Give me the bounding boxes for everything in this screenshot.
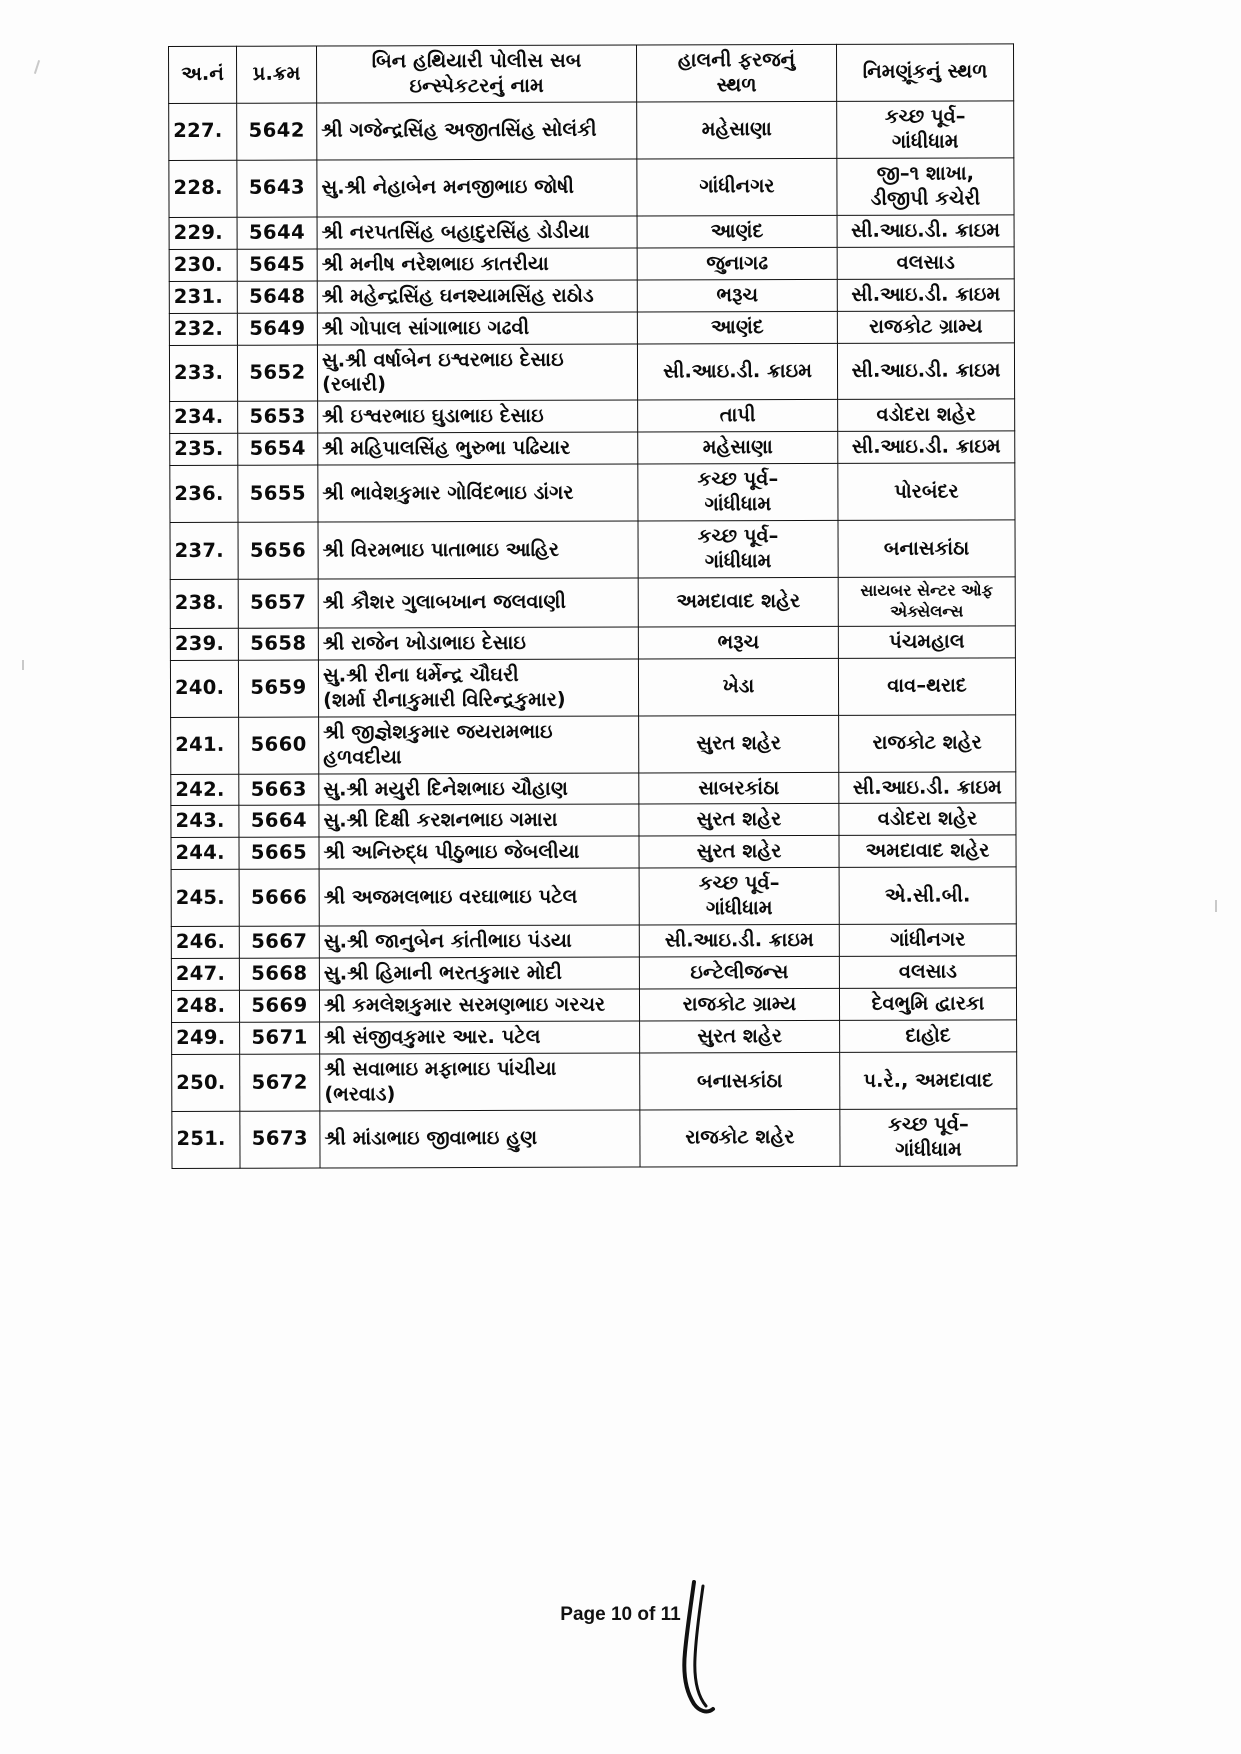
- cell-order-no: 5669: [239, 990, 319, 1022]
- cell-current-posting: [639, 989, 839, 1022]
- table-row: [170, 431, 1015, 466]
- column-header-current-line1: હાલની ફરજનું: [677, 48, 796, 72]
- new-posting-line1: વલસાડ: [898, 959, 958, 983]
- cell-current-posting: [638, 400, 838, 433]
- new-posting-line1: વડોદરા શહેર: [876, 402, 976, 427]
- new-posting-line1: અમદાવાદ શહેર: [865, 838, 990, 863]
- current-posting-line1: અમદાવાદ શહેર: [676, 589, 801, 613]
- table-row: [169, 278, 1014, 313]
- table-row: [170, 520, 1015, 580]
- column-header-new-posting: નિમણૂંકનું સ્થળ: [836, 44, 1013, 101]
- cell-officer-name: [318, 627, 638, 660]
- cell-order-no: 5645: [237, 249, 317, 281]
- cell-new-posting: [837, 101, 1014, 158]
- cell-current-posting: [637, 247, 837, 280]
- current-posting-line1: ગાંધીનગર: [699, 174, 775, 198]
- cell-new-posting: [840, 1109, 1017, 1166]
- cell-officer-name: [318, 659, 638, 717]
- current-posting-line1: ભરૂચ: [716, 282, 759, 306]
- table-row: [171, 988, 1016, 1023]
- table-row: [170, 463, 1015, 523]
- new-posting-line2: ગાંધીધામ: [891, 129, 959, 153]
- officer-name-line1: શ્રી રાજેન ખોડાભાઇ દેસાઇ: [322, 630, 526, 655]
- cell-order-no: 5653: [238, 401, 318, 433]
- cell-new-posting: [839, 867, 1016, 924]
- current-posting-line1: જુનાગઢ: [706, 250, 769, 274]
- officer-name-line1: શ્રી સવાભાઇ મફાભાઇ પાંચીયા: [324, 1056, 557, 1081]
- column-header-sr-no: અ.નં: [169, 46, 237, 103]
- current-posting-line1: રાજકોટ ગ્રામ્ય: [682, 992, 797, 1016]
- cell-new-posting: [839, 714, 1016, 771]
- current-posting-line1: કચ્છ પૂર્વ–: [697, 524, 779, 548]
- officer-name-line1: શ્રી વિરમભાઇ પાતાભાઇ આહિર: [322, 537, 559, 562]
- cell-sr-no: 234.: [170, 402, 238, 434]
- new-posting-line1: પોરબંદર: [894, 479, 959, 503]
- cell-new-posting: [839, 924, 1016, 957]
- current-posting-line1: આણંદ: [710, 314, 764, 338]
- officer-name-line1: શ્રી ઇશ્વરભાઇ ઘુડાભાઇ દેસાઇ: [322, 404, 544, 428]
- new-posting-line1: પંચમહાલ: [889, 629, 965, 653]
- table-row: [172, 1020, 1017, 1055]
- table-body: [169, 101, 1017, 1169]
- cell-sr-no: 245.: [171, 870, 239, 927]
- table-row: [171, 835, 1016, 870]
- table-row: [170, 626, 1015, 661]
- cell-officer-name: [319, 773, 639, 806]
- cell-current-posting: [638, 464, 838, 522]
- column-header-current-posting: [636, 44, 836, 102]
- new-posting-line1: બનાસકાંઠા: [883, 536, 970, 560]
- current-posting-line1: સી.આઇ.ડી. ક્રાઇમ: [663, 358, 812, 383]
- new-posting-line1: વાવ–થરાદ: [887, 673, 967, 697]
- cell-sr-no: 237.: [170, 523, 238, 580]
- cell-new-posting: [837, 247, 1014, 280]
- cell-officer-name: [318, 400, 638, 433]
- cell-new-posting: [837, 215, 1014, 248]
- cell-new-posting: [840, 1020, 1017, 1053]
- officer-name-line2: (શર્મા રીનાકુમારી વિરિન્દ્રકુમાર): [323, 687, 566, 712]
- cell-current-posting: [639, 868, 839, 926]
- cell-order-no: 5648: [237, 281, 317, 313]
- cell-officer-name: [318, 521, 638, 579]
- cell-new-posting: [838, 431, 1015, 464]
- table-row: [171, 867, 1016, 927]
- cell-order-no: 5666: [239, 869, 319, 926]
- cell-current-posting: [638, 626, 838, 659]
- cell-new-posting: [838, 658, 1015, 715]
- cell-order-no: 5657: [238, 579, 318, 628]
- cell-current-posting: [639, 715, 839, 773]
- officer-name-line1: શ્રી સંજીવકુમાર આર. પટેલ: [324, 1024, 541, 1049]
- current-posting-line1: ઇન્ટેલીજન્સ: [690, 960, 789, 984]
- cell-current-posting: [637, 158, 837, 216]
- column-header-name-line1: બિન હથિયારી પોલીસ સબ: [371, 48, 582, 73]
- cell-current-posting: [637, 101, 837, 159]
- cell-current-posting: [638, 521, 838, 579]
- current-posting-line1: સી.આઇ.ડી. ક્રાઇમ: [664, 928, 814, 952]
- table-row: [169, 101, 1014, 161]
- cell-order-no: 5668: [239, 958, 319, 990]
- scan-artifact: [34, 60, 40, 74]
- cell-sr-no: 250.: [172, 1054, 240, 1111]
- cell-current-posting: [638, 432, 838, 465]
- current-posting-line1: કચ્છ પૂર્વ–: [697, 467, 779, 491]
- cell-current-posting: [639, 772, 839, 805]
- new-posting-line1: સાયબર સેન્ટર ઓફ: [860, 580, 994, 600]
- new-posting-line1: સી.આઇ.ડી. ક્રાઇમ: [851, 282, 1001, 306]
- cell-sr-no: 227.: [169, 103, 237, 160]
- cell-officer-name: [319, 925, 639, 958]
- officer-name-line1: શ્રી મહિપાલસિંહ ભુરુભા પઢિયાર: [322, 436, 571, 460]
- scan-artifact: [22, 660, 24, 670]
- cell-current-posting: [640, 1021, 840, 1054]
- cell-current-posting: [639, 836, 839, 869]
- cell-current-posting: [639, 925, 839, 958]
- table-row: [170, 577, 1015, 628]
- cell-officer-name: [320, 1110, 640, 1168]
- cell-officer-name: [317, 344, 637, 402]
- cell-sr-no: 232.: [169, 313, 237, 345]
- cell-officer-name: [317, 280, 637, 313]
- cell-officer-name: [319, 716, 639, 774]
- cell-officer-name: [320, 1053, 640, 1111]
- cell-officer-name: [318, 432, 638, 465]
- cell-sr-no: 248.: [171, 990, 239, 1022]
- table-row: [172, 1109, 1017, 1169]
- cell-order-no: 5649: [237, 313, 317, 345]
- cell-new-posting: [839, 835, 1016, 868]
- officer-name-line1: શ્રી મહેન્દ્રસિંહ ઘનશ્યામસિંહ રાઠોડ: [321, 283, 594, 308]
- officer-name-line1: સુ.શ્રી દિક્ષી કરશનભાઇ ગમારા: [323, 808, 558, 832]
- cell-order-no: 5654: [238, 433, 318, 465]
- cell-officer-name: [318, 464, 638, 522]
- cell-sr-no: 247.: [171, 959, 239, 991]
- cell-new-posting: [839, 803, 1016, 836]
- cell-sr-no: 229.: [169, 217, 237, 249]
- cell-current-posting: [639, 957, 839, 990]
- column-header-name: [317, 45, 637, 103]
- table-row: [169, 247, 1014, 282]
- current-posting-line1: મહેસાણા: [701, 117, 772, 141]
- new-posting-line1: રાજકોટ શહેર: [872, 730, 982, 754]
- officer-name-line1: શ્રી કમલેશકુમાર સરમણભાઇ ગરચર: [323, 992, 606, 1017]
- officer-name-line1: શ્રી માંડાભાઇ જીવાભાઇ હુણ: [324, 1126, 538, 1150]
- current-posting-line1: સુરત શહેર: [697, 1024, 782, 1048]
- column-header-order-no: પ્ર.ક્રમ: [237, 46, 317, 103]
- cell-order-no: 5656: [238, 522, 318, 579]
- cell-order-no: 5660: [239, 717, 319, 774]
- cell-officer-name: [317, 102, 637, 160]
- cell-sr-no: 246.: [171, 927, 239, 959]
- cell-new-posting: [840, 1052, 1017, 1109]
- cell-order-no: 5642: [237, 103, 317, 160]
- cell-sr-no: 244.: [171, 838, 239, 870]
- cell-sr-no: 233.: [169, 345, 237, 402]
- cell-order-no: 5673: [240, 1111, 320, 1168]
- cell-officer-name: [317, 216, 637, 249]
- cell-new-posting: [838, 577, 1015, 626]
- officer-name-line2: (ભરવાડ): [324, 1082, 396, 1106]
- new-posting-line1: વડોદરા શહેર: [877, 806, 978, 831]
- officer-name-line1: સુ.શ્રી જાનુબેન કાંતીભાઇ પંડયા: [323, 929, 572, 953]
- table-row: [169, 342, 1014, 402]
- new-posting-line1: પ.રે., અમદાવાદ: [863, 1067, 994, 1092]
- new-posting-line1: દેવભુમિ દ્વારકા: [871, 991, 985, 1015]
- new-posting-line1: દાહોદ: [905, 1023, 951, 1047]
- table-row: [172, 1052, 1017, 1112]
- cell-order-no: 5671: [240, 1022, 320, 1054]
- officer-name-line1: સુ.શ્રી વર્ષાબેન ઇશ્વરભાઇ દેસાઇ: [321, 347, 564, 372]
- cell-current-posting: [637, 311, 837, 344]
- cell-current-posting: [640, 1109, 840, 1167]
- cell-order-no: 5667: [239, 926, 319, 958]
- header-row: [169, 44, 1014, 104]
- cell-new-posting: [838, 463, 1015, 520]
- cell-order-no: 5672: [240, 1054, 320, 1111]
- new-posting-line1: સી.આઇ.ડી. ક્રાઇમ: [851, 358, 1001, 382]
- current-posting-line1: આણંદ: [710, 218, 764, 243]
- current-posting-line1: ભરૂચ: [717, 629, 760, 654]
- new-posting-line1: કચ્છ પૂર્વ–: [888, 1112, 969, 1136]
- current-posting-line1: સુરત શહેર: [696, 807, 782, 831]
- officer-name-line1: શ્રી અનિરુદ્ધ પીઠુભાઇ જેબલીયા: [323, 840, 580, 864]
- scan-artifact: [1215, 900, 1217, 912]
- new-posting-line1: સી.આઇ.ડી. ક્રાઇમ: [851, 218, 1001, 242]
- cell-sr-no: 240.: [170, 660, 238, 717]
- cell-sr-no: 242.: [171, 774, 239, 806]
- table-row: [171, 714, 1016, 774]
- cell-officer-name: [319, 989, 639, 1022]
- current-posting-line2: ગાંધીધામ: [704, 492, 772, 516]
- officer-name-line1: શ્રી કૌશર ગુલાબખાન જલવાણી: [322, 590, 566, 614]
- cell-officer-name: [318, 578, 638, 628]
- officer-name-line1: શ્રી ભાવેશકુમાર ગોવિંદભાઇ ડાંગર: [322, 480, 574, 505]
- cell-current-posting: [640, 1052, 840, 1110]
- cell-officer-name: [320, 1021, 640, 1054]
- cell-current-posting: [637, 343, 837, 401]
- cell-sr-no: 243.: [171, 806, 239, 838]
- table-row: [169, 310, 1014, 345]
- cell-order-no: 5644: [237, 217, 317, 249]
- cell-new-posting: [838, 520, 1015, 577]
- cell-new-posting: [837, 158, 1014, 215]
- current-posting-line1: તાપી: [719, 403, 756, 427]
- officer-name-line1: શ્રી ગોપાલ સાંગાભાઇ ગઢવી: [321, 315, 530, 340]
- current-posting-line1: ખેડા: [722, 674, 755, 698]
- current-posting-line2: ગાંધીધામ: [705, 896, 773, 920]
- table-container: [168, 46, 1013, 1169]
- cell-order-no: 5663: [239, 774, 319, 806]
- page-footer: Page 10 of 11: [560, 1604, 681, 1625]
- cell-new-posting: [837, 278, 1014, 311]
- current-posting-line1: સાબરકાંઠા: [698, 775, 780, 799]
- new-posting-line1: એ.સી.બી.: [884, 883, 971, 907]
- cell-sr-no: 235.: [170, 434, 238, 466]
- cell-sr-no: 241.: [171, 717, 239, 774]
- cell-officer-name: [317, 159, 637, 217]
- cell-officer-name: [319, 836, 639, 869]
- table-row: [170, 399, 1015, 434]
- table-row: [170, 658, 1015, 718]
- current-posting-line1: રાજકોટ શહેર: [685, 1125, 795, 1149]
- officer-name-line1: શ્રી મનીષ નરેશભાઇ કાતરીયા: [321, 251, 549, 276]
- cell-current-posting: [638, 658, 838, 716]
- new-posting-line1: સી.આઇ.ડી. ક્રાઇમ: [852, 774, 1002, 799]
- new-posting-line2: ગાંધીધામ: [895, 1137, 962, 1161]
- cell-current-posting: [639, 804, 839, 837]
- transfer-list-table: [168, 43, 1018, 1169]
- cell-order-no: 5665: [239, 837, 319, 869]
- cell-order-no: 5655: [238, 465, 318, 522]
- cell-officer-name: [317, 248, 637, 281]
- current-posting-line2: ગાંધીધામ: [704, 549, 772, 573]
- officer-name-line1: શ્રી અજમલભાઇ વરઘાભાઇ પટેલ: [323, 884, 578, 909]
- cell-sr-no: 251.: [172, 1111, 240, 1168]
- new-posting-line2: ડીજીપી કચેરી: [870, 186, 981, 210]
- current-posting-line1: મહેસાણા: [702, 435, 773, 459]
- table-row: [169, 158, 1014, 218]
- new-posting-line1: જી–૧ શાખા,: [876, 161, 975, 185]
- cell-new-posting: [839, 771, 1016, 804]
- cell-sr-no: 228.: [169, 160, 237, 217]
- officer-name-line1: સુ.શ્રી રીના ધર્મેન્દ્ર ચૌઘરી: [322, 662, 519, 687]
- current-posting-line1: સુરત શહેર: [696, 731, 782, 755]
- new-posting-line1: વલસાડ: [896, 250, 955, 274]
- table-header: [169, 44, 1014, 104]
- cell-officer-name: [319, 804, 639, 837]
- cell-sr-no: 230.: [169, 249, 237, 281]
- table-row: [171, 803, 1016, 838]
- cell-current-posting: [638, 578, 838, 627]
- table-row: [169, 215, 1014, 250]
- cell-order-no: 5659: [238, 660, 318, 717]
- column-header-name-line2: ઇન્સ્પેકટરનું નામ: [409, 73, 544, 98]
- cell-new-posting: [837, 310, 1014, 343]
- officer-name-line2: હળવદીયા: [323, 744, 402, 769]
- table-row: [171, 924, 1016, 959]
- cell-order-no: 5652: [237, 345, 317, 402]
- table-row: [171, 771, 1016, 806]
- current-posting-line1: સુરત શહેર: [696, 839, 782, 863]
- current-posting-line1: કચ્છ પૂર્વ–: [698, 871, 780, 895]
- cell-officer-name: [317, 312, 637, 345]
- cell-new-posting: [837, 342, 1014, 399]
- officer-name-line1: શ્રી જીજ્ઞેશકુમાર જયરામભાઇ: [323, 719, 553, 744]
- handwritten-signature: [660, 1578, 750, 1718]
- officer-name-line1: સુ.શ્રી હિમાની ભરતકુમાર મોદી: [323, 961, 563, 985]
- cell-new-posting: [839, 956, 1016, 989]
- new-posting-line1: ગાંધીનગર: [890, 927, 966, 952]
- new-posting-line2: એક્સેલન્સ: [890, 601, 964, 621]
- table-row: [171, 956, 1016, 991]
- cell-order-no: 5658: [238, 628, 318, 660]
- cell-sr-no: 236.: [170, 466, 238, 523]
- cell-sr-no: 249.: [172, 1022, 240, 1054]
- cell-new-posting: [838, 626, 1015, 659]
- column-header-current-line2: સ્થળ: [716, 73, 757, 97]
- cell-sr-no: 238.: [170, 579, 238, 628]
- officer-name-line2: (રબારી): [322, 372, 387, 397]
- cell-new-posting: [838, 399, 1015, 432]
- cell-officer-name: [319, 868, 639, 926]
- cell-current-posting: [637, 215, 837, 248]
- cell-order-no: 5643: [237, 160, 317, 217]
- cell-sr-no: 231.: [169, 281, 237, 313]
- cell-officer-name: [319, 957, 639, 990]
- officer-name-line1: સુ.શ્રી મયુરી દિનેશભાઇ ચૌહાણ: [323, 776, 568, 801]
- cell-current-posting: [637, 279, 837, 312]
- officer-name-line1: શ્રી ગજેન્દ્રસિંહ અજીતસિંહ સોલંકી: [321, 118, 597, 142]
- current-posting-line1: બનાસકાંઠા: [696, 1068, 783, 1092]
- new-posting-line1: સી.આઇ.ડી. ક્રાઇમ: [851, 434, 1001, 459]
- cell-new-posting: [839, 988, 1016, 1021]
- officer-name-line1: સુ.શ્રી નેહાબેન મનજીભાઇ જોષી: [321, 175, 575, 199]
- new-posting-line1: કચ્છ પૂર્વ–: [884, 104, 966, 128]
- officer-name-line1: શ્રી નરપતસિંહ બહાદુરસિંહ ડોડીયા: [321, 219, 590, 244]
- new-posting-line1: રાજકોટ ગ્રામ્ય: [869, 314, 983, 338]
- cell-sr-no: 239.: [170, 628, 238, 660]
- cell-order-no: 5664: [239, 805, 319, 837]
